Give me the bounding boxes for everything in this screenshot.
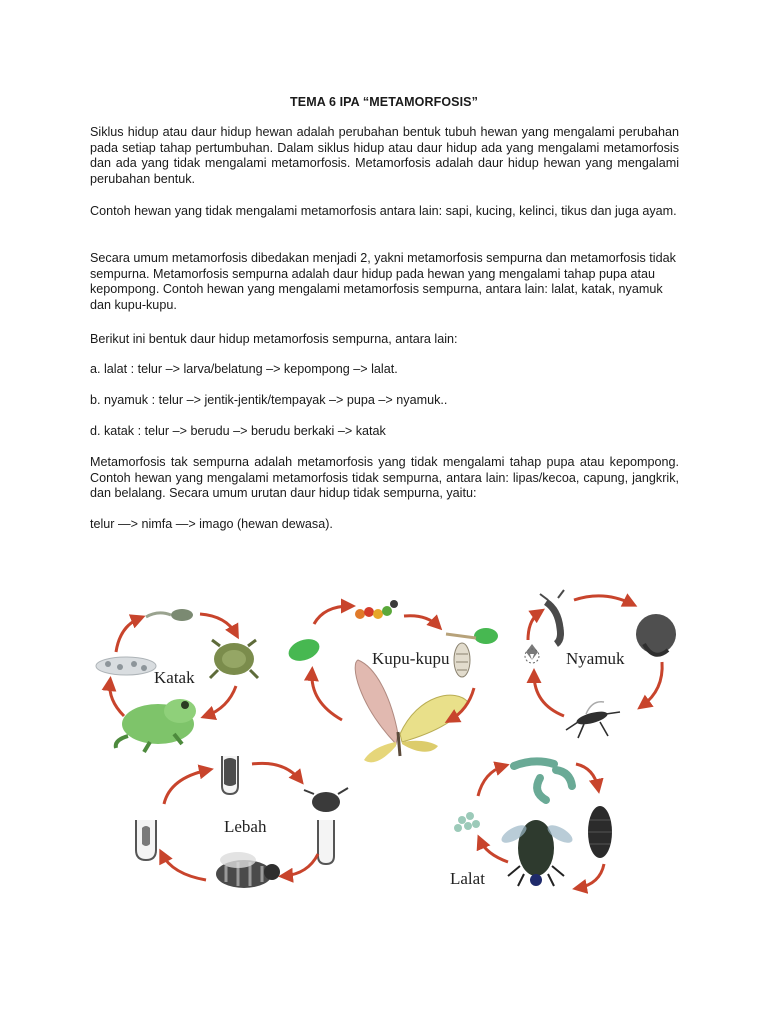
- paragraph-no-metamorphosis-examples: Contoh hewan yang tidak mengalami metamorfosis antara lain: sapi, kucing, kelinci, tikus dan juga ayam.: [90, 204, 677, 218]
- list-item-lalat: a. lalat : telur –> larva/belatung –> kepompong –> lalat.: [90, 362, 398, 376]
- arrow-icon: [574, 596, 632, 604]
- arrow-icon: [576, 764, 598, 788]
- mosquito-pupa-icon: [636, 614, 676, 655]
- arrow-icon: [312, 672, 342, 720]
- lalat-cycle: [450, 761, 612, 888]
- bee-egg-cell-icon: [136, 820, 156, 860]
- pupa-icon: [454, 643, 470, 677]
- paragraph-incomplete-metamorphosis: Metamorfosis tak sempurna adalah metamorfosis yang tidak mengalami tahap pupa atau kepompong. Contoh hewan yang mengalami metamorfosis tidak sempurna, antara lain: lipas/kecoa, capung, jangkrik, dan belalang. Secara umum urutan daur hidup tidak sempurna, yaitu:: [90, 455, 679, 501]
- arrow-icon: [528, 612, 540, 640]
- arrow-icon: [200, 614, 236, 634]
- kupu-kupu-cycle: [286, 600, 498, 762]
- page-title: TEMA 6 IPA “METAMORFOSIS”: [290, 95, 478, 109]
- frog-icon: [116, 699, 196, 752]
- fly-pupa-icon: [588, 806, 612, 858]
- arrow-icon: [478, 766, 504, 796]
- list-item-katak: d. katak : telur –> berudu –> berudu berkaki –> katak: [90, 424, 386, 438]
- paragraph-life-cycle-definition: Siklus hidup atau daur hidup hewan adalah perubahan bentuk tubuh hewan yang mengalami perubahan pada setiap tahap pertumbuhan. Dalam siklus hidup atau daur hidup ada yang mengalami metamorfosis dan ada yang tidak mengalami metamorfosis. Metamorfosis adalah daur hidup hewan yang mengalami perubahan bentuk.: [90, 125, 679, 186]
- arrow-icon: [162, 854, 206, 880]
- fly-icon: [499, 820, 575, 886]
- arrow-icon: [314, 606, 350, 624]
- mosquito-icon: [566, 702, 620, 738]
- label-lebah: Lebah: [224, 817, 267, 836]
- list-item-nyamuk: b. nyamuk : telur –> jentik-jentik/tempayak –> pupa –> nyamuk..: [90, 393, 448, 407]
- arrow-icon: [534, 674, 564, 716]
- metamorphosis-life-cycle-diagram: [88, 584, 688, 904]
- fly-larva-icon: [514, 761, 572, 800]
- arrow-icon: [480, 840, 508, 862]
- leaf-icon: [446, 628, 498, 644]
- tadpole-icon: [146, 609, 193, 621]
- mosquito-larva-icon: [540, 590, 564, 644]
- arrow-icon: [404, 616, 438, 626]
- butterfly-icon: [355, 660, 468, 762]
- arrow-icon: [578, 864, 604, 888]
- katak-cycle: [96, 609, 258, 752]
- arrow-icon: [206, 686, 236, 716]
- arrow-icon: [284, 854, 318, 876]
- label-katak: Katak: [154, 668, 195, 687]
- label-lalat: Lalat: [450, 869, 485, 888]
- bee-icon: [216, 852, 280, 888]
- mosquito-egg-icon: [525, 644, 539, 663]
- arrow-icon: [642, 662, 662, 706]
- arrow-icon: [116, 618, 140, 652]
- arrow-icon: [252, 763, 300, 780]
- label-nyamuk: Nyamuk: [566, 649, 625, 668]
- fly-egg-icon: [454, 812, 480, 832]
- bee-larva-cell-icon: [222, 756, 238, 794]
- paragraph-incomplete-cycle-order: telur —> nimfa —> imago (hewan dewasa).: [90, 517, 333, 531]
- tadpole-with-legs-icon: [210, 640, 258, 678]
- paragraph-metamorphosis-types: Secara umum metamorfosis dibedakan menjadi 2, yakni metamorfosis sempurna dan metamorfosis tidak sempurna. Metamorfosis sempurna adalah daur hidup pada hewan yang mengalami tahap pupa atau kepompong. Contoh hewan yang mengalami metamorfosis sempurna, antara lain: lalat, katak, nyamuk dan kupu-kupu.: [90, 251, 676, 312]
- arrow-icon: [164, 770, 208, 804]
- paragraph-complete-cycle-intro: Berikut ini bentuk daur hidup metamorfosis sempurna, antara lain:: [90, 332, 458, 346]
- caterpillar-icon: [355, 600, 398, 619]
- arrow-icon: [110, 682, 124, 716]
- lebah-cycle: [136, 756, 348, 888]
- nyamuk-cycle: [525, 590, 676, 738]
- label-kupu-kupu: Kupu-kupu: [372, 649, 450, 668]
- frog-egg-icon: [96, 657, 156, 675]
- leaf-egg-icon: [286, 635, 323, 665]
- bee-pupa-cell-icon: [304, 788, 348, 864]
